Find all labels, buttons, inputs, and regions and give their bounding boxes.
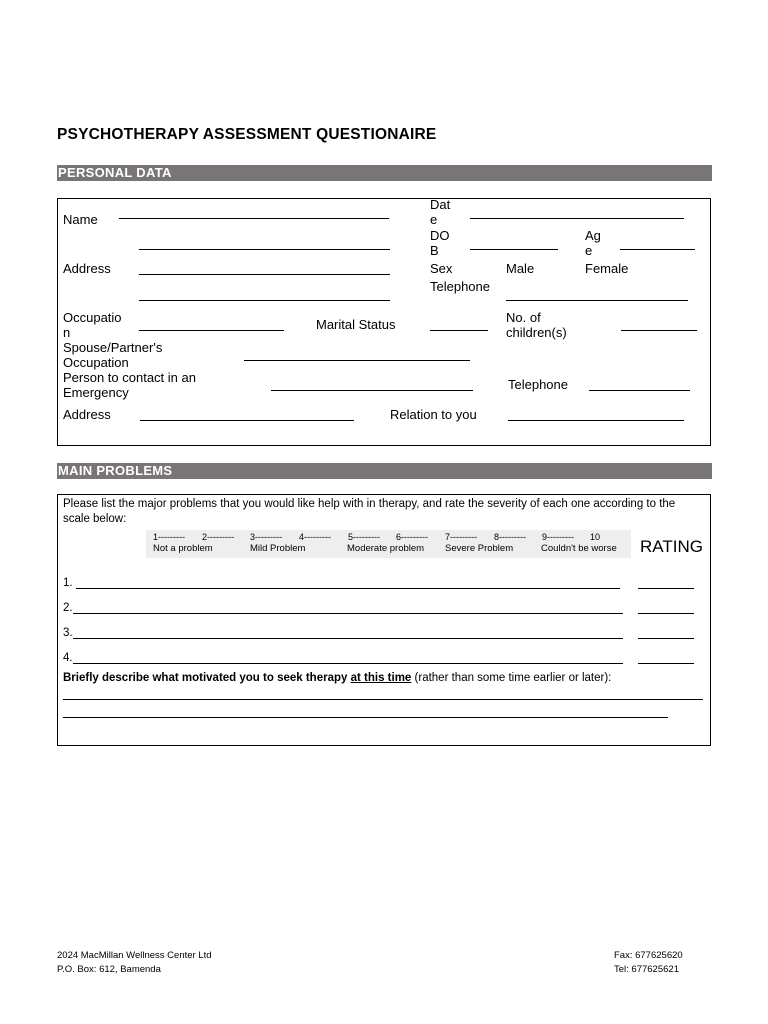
sex-male-option[interactable]: Male	[506, 261, 535, 276]
scale-tick: 2---------	[202, 532, 234, 542]
page-title: PSYCHOTHERAPY ASSESSMENT QUESTIONAIRE	[57, 126, 437, 143]
footer-po-box: P.O. Box: 612, Bamenda	[57, 964, 161, 975]
scale-tick: 9---------	[542, 532, 574, 542]
problem-2-field[interactable]	[73, 613, 623, 614]
problem-number: 1.	[63, 577, 73, 589]
scale-tick: 4---------	[299, 532, 331, 542]
problem-4-field[interactable]	[73, 663, 623, 664]
spouse-occupation-label: Spouse/Partner's Occupation	[63, 340, 163, 370]
emergency-telephone-label: Telephone	[508, 377, 568, 392]
problem-4-rating[interactable]	[638, 663, 694, 664]
name-label: Name	[63, 212, 98, 227]
marital-status-label: Marital Status	[316, 317, 396, 332]
scale-label: Mild Problem	[250, 543, 306, 554]
name-field[interactable]	[119, 218, 389, 219]
scale-tick: 5---------	[348, 532, 380, 542]
problem-2-rating[interactable]	[638, 613, 694, 614]
scale-label: Moderate problem	[347, 543, 425, 554]
main-problems-header: MAIN PROBLEMS	[57, 463, 712, 479]
dob-label: DOB	[430, 228, 450, 258]
marital-status-field[interactable]	[430, 330, 488, 331]
motivation-field-continuation[interactable]	[63, 717, 668, 718]
scale-tick: 3---------	[250, 532, 282, 542]
children-label: No. of children(s)	[506, 310, 567, 340]
problem-1-rating[interactable]	[638, 588, 694, 589]
instructions-text: Please list the major problems that you would like help with in therapy, and rate the severity of each one according to the scale below:	[63, 498, 676, 525]
scale-tick: 6---------	[396, 532, 428, 542]
occupation-field[interactable]	[139, 330, 284, 331]
children-field[interactable]	[621, 330, 697, 331]
scale-label: Not a problem	[153, 543, 213, 554]
footer-tel: Tel: 677625621	[614, 964, 679, 975]
spouse-occupation-field[interactable]	[244, 360, 470, 361]
scale-tick: 8---------	[494, 532, 526, 542]
problem-number: 4.	[63, 652, 73, 664]
problem-1-field[interactable]	[76, 588, 620, 589]
date-field[interactable]	[470, 218, 684, 219]
telephone-field[interactable]	[506, 300, 688, 301]
sex-label: Sex	[430, 261, 453, 276]
telephone-label: Telephone	[430, 279, 490, 294]
scale-tick: 10	[590, 532, 601, 542]
scale-tick: 1---------	[153, 532, 185, 542]
relation-field[interactable]	[508, 420, 684, 421]
emergency-contact-label: Person to contact in an Emergency	[63, 370, 196, 400]
motivation-prompt-rest: (rather than some time earlier or later):	[414, 672, 612, 684]
motivation-field[interactable]	[63, 699, 703, 700]
emergency-address-label: Address	[63, 407, 111, 422]
emergency-contact-field[interactable]	[271, 390, 473, 391]
address-continuation-field[interactable]	[139, 300, 390, 301]
footer-organization: 2024 MacMillan Wellness Center Ltd	[57, 950, 212, 961]
relation-label: Relation to you	[390, 407, 477, 422]
dob-field[interactable]	[470, 249, 558, 250]
rating-heading: RATING	[640, 537, 703, 556]
motivation-prompt-bold: Briefly describe what motivated you to seek therapy	[63, 672, 348, 684]
age-field[interactable]	[620, 249, 695, 250]
motivation-prompt-emphasis: at this time	[350, 672, 412, 684]
scale-label: Severe Problem	[445, 543, 514, 554]
address-field[interactable]	[139, 274, 390, 275]
problem-3-field[interactable]	[73, 638, 623, 639]
name-continuation-field[interactable]	[139, 249, 390, 250]
age-label: Age	[585, 228, 601, 258]
problem-3-rating[interactable]	[638, 638, 694, 639]
scale-tick: 7---------	[445, 532, 477, 542]
problem-number: 3.	[63, 627, 73, 639]
motivation-prompt	[63, 671, 703, 686]
date-label: Date	[430, 197, 451, 227]
address-label: Address	[63, 261, 111, 276]
scale-label: Couldn't be worse	[541, 543, 617, 554]
sex-female-option[interactable]: Female	[585, 261, 629, 276]
footer-fax: Fax: 677625620	[614, 950, 683, 961]
personal-data-header: PERSONAL DATA	[57, 165, 712, 181]
problem-number: 2.	[63, 602, 73, 614]
occupation-label: Occupation	[63, 310, 122, 340]
emergency-address-field[interactable]	[140, 420, 354, 421]
emergency-telephone-field[interactable]	[589, 390, 690, 391]
